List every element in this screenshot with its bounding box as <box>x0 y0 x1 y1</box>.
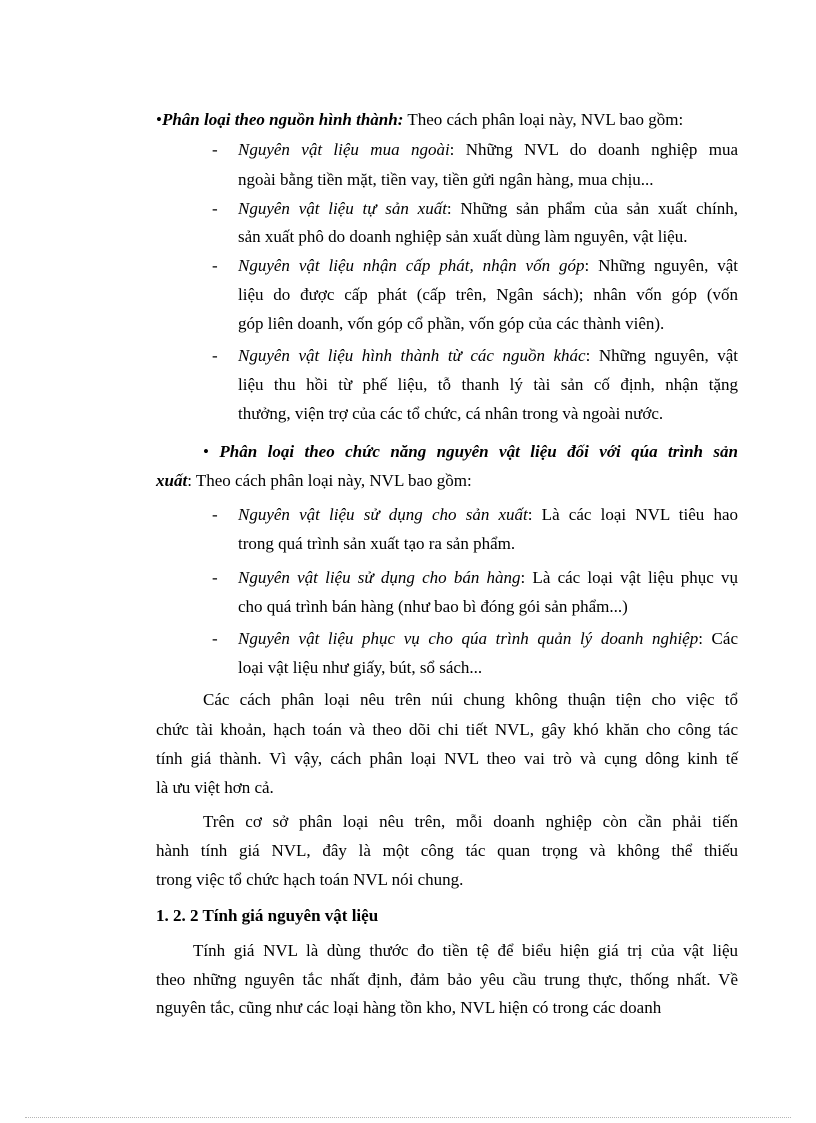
dash-marker: - <box>212 568 218 587</box>
paragraph-line: Các cách phân loại nêu trên núi chung không thuận tiện cho việc tổ <box>203 690 738 709</box>
list-item-line: sản xuất phô do doanh nghiệp sản xuất dùng làm nguyên, vật liệu. <box>238 227 688 246</box>
paragraph-line: chức tài khoản, hạch toán và theo dõi chi tiết NVL, gây khó khăn cho công tác <box>156 720 738 739</box>
dash-marker: - <box>212 256 218 275</box>
list-item-line <box>238 345 738 367</box>
item-text: : Là các loại vật liệu phục vụ <box>520 568 738 587</box>
section-2-intro: : Theo cách phân loại này, NVL bao gồm: <box>187 471 472 490</box>
dash-marker: - <box>212 199 218 218</box>
section-2-title: Phân loại theo chức năng nguyên vật liệu đối với qúa trình sản <box>219 442 738 461</box>
item-term: Nguyên vật liệu sử dụng cho bán hàng <box>238 568 521 587</box>
paragraph-line: là ưu việt hơn cả. <box>156 778 274 797</box>
list-item-line: liệu do được cấp phát (cấp trên, Ngân sách); nhân vốn góp (vốn <box>238 285 738 304</box>
bullet-icon: • <box>203 442 209 461</box>
paragraph-line: trong việc tổ chức hạch toán NVL nói chung. <box>156 870 464 889</box>
section-2-title-end: xuất <box>156 471 188 490</box>
section-1-heading <box>156 109 683 131</box>
subsection-heading: 1. 2. 2 Tính giá nguyên vật liệu <box>156 906 379 925</box>
item-term: Nguyên vật liệu hình thành từ các nguồn khác <box>238 346 586 365</box>
list-item-line: cho quá trình bán hàng (như bao bì đóng gói sản phẩm...) <box>238 597 628 616</box>
dash-marker: - <box>212 629 218 648</box>
list-item-line <box>238 628 738 650</box>
list-item-line: trong quá trình sản xuất tạo ra sản phẩm. <box>238 534 516 553</box>
section-2-heading <box>203 441 738 463</box>
paragraph-line: tính giá thành. Vì vậy, cách phân loại NVL theo vai trò và cụng dông kinh tế <box>156 749 738 768</box>
list-item-line: thưởng, viện trợ của các tổ chức, cá nhân trong và ngoài nước. <box>238 404 664 423</box>
dash-marker: - <box>212 505 218 524</box>
item-term: Nguyên vật liệu tự sản xuất <box>238 199 447 218</box>
paragraph-line: Trên cơ sở phân loại nêu trên, mỗi doanh nghiệp còn cần phải tiến <box>203 812 738 831</box>
list-item-line <box>238 139 738 161</box>
list-item-line: ngoài bằng tiền mặt, tiền vay, tiền gửi ngân hàng, mua chịu... <box>238 170 654 189</box>
list-item-line <box>238 567 738 589</box>
dash-marker: - <box>212 140 218 159</box>
item-text: : Là các loại NVL tiêu hao <box>527 505 738 524</box>
item-term: Nguyên vật liệu nhận cấp phát, nhận vốn góp <box>238 256 585 275</box>
item-term: Nguyên vật liệu mua ngoài <box>238 140 450 159</box>
paragraph-line: hành tính giá NVL, đây là một công tác quan trọng và không thể thiếu <box>156 841 738 860</box>
paragraph-line: Tính giá NVL là dùng thước đo tiền tệ để biểu hiện giá trị của vật liệu <box>193 941 738 960</box>
list-item-line <box>238 198 738 220</box>
list-item-line: góp liên doanh, vốn góp cổ phần, vốn góp của các thành viên). <box>238 314 665 333</box>
section-1-title: Phân loại theo nguồn hình thành: <box>161 110 404 129</box>
section-1-intro: Theo cách phân loại này, NVL bao gồm: <box>403 110 684 129</box>
section-2-heading-cont <box>156 470 472 492</box>
list-item-line <box>238 255 738 277</box>
paragraph-line: nguyên tắc, cũng như các loại hàng tồn kho, NVL hiện có trong các doanh <box>156 998 662 1017</box>
item-term: Nguyên vật liệu phục vụ cho qúa trình quản lý doanh nghiệp <box>238 629 699 648</box>
item-term: Nguyên vật liệu sử dụng cho sản xuất <box>238 505 528 524</box>
item-text: : Những sản phẩm của sản xuất chính, <box>446 199 738 218</box>
item-text: : Các <box>698 629 738 648</box>
paragraph-line: theo những nguyên tắc nhất định, đảm bảo yêu cầu trung thực, thống nhất. Về <box>156 970 738 989</box>
dash-marker: - <box>212 346 218 365</box>
list-item-line <box>238 504 738 526</box>
item-text: : Những nguyên, vật <box>585 346 738 365</box>
list-item-line: liệu thu hồi từ phế liệu, tỗ thanh lý tài sản cố định, nhận tặng <box>238 375 738 394</box>
item-text: : Những NVL do doanh nghiệp mua <box>449 140 738 159</box>
bullet-icon: • <box>156 110 162 129</box>
page-bottom-rule <box>25 1117 791 1118</box>
list-item-line: loại vật liệu như giấy, bút, sổ sách... <box>238 658 483 677</box>
item-text: : Những nguyên, vật <box>584 256 738 275</box>
